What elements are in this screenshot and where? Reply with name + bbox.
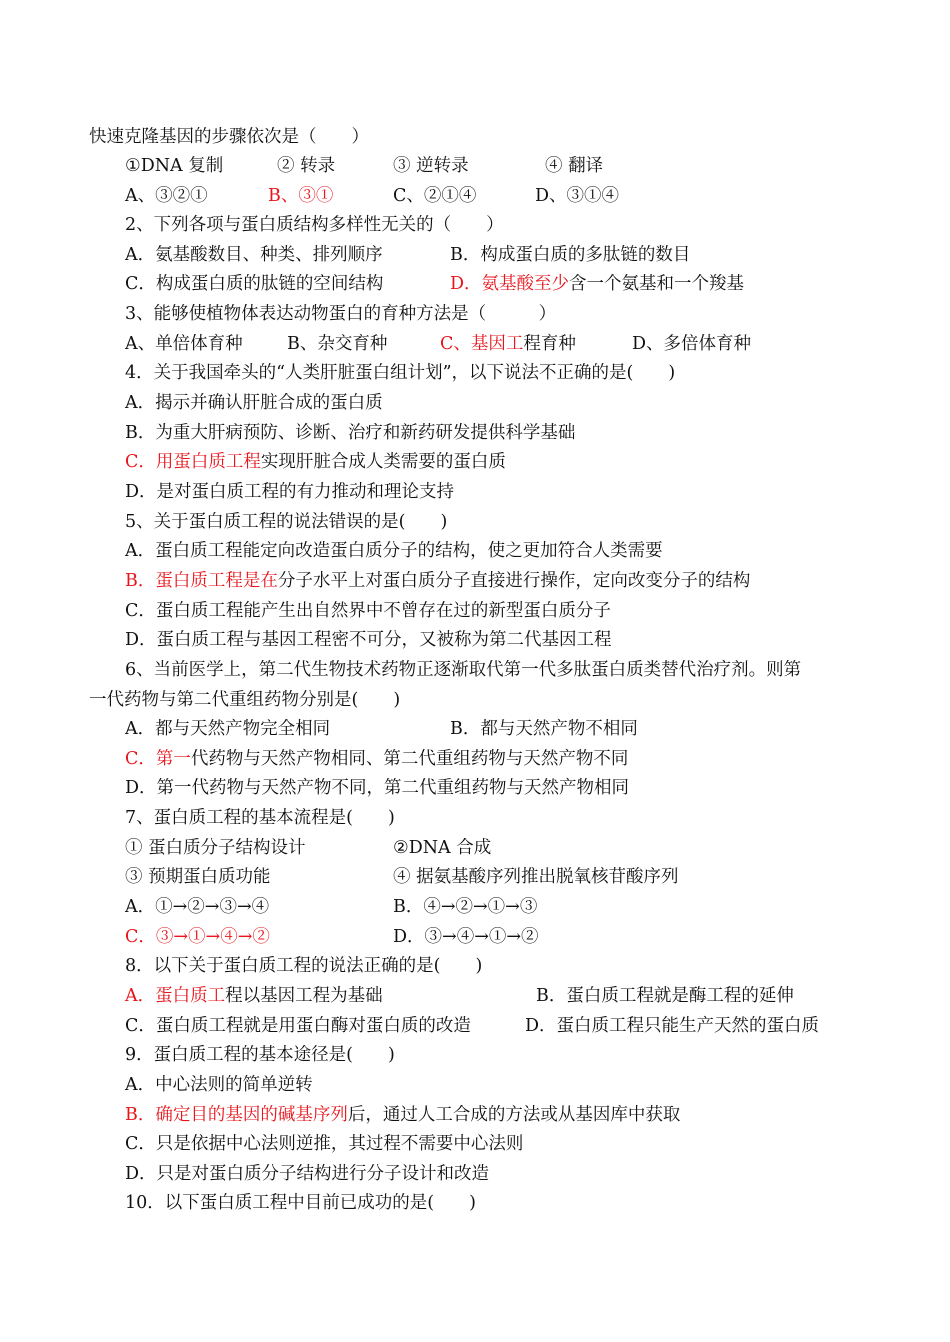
- q6-option-d: D．第一代药物与天然产物不同，第二代重组药物与天然产物相同: [125, 778, 630, 798]
- q1-option-d: D、③①④: [535, 186, 620, 206]
- q1-option-c: C、②①④: [393, 186, 477, 206]
- q1-stem: 快速克隆基因的步骤依次是（ ）: [89, 127, 369, 147]
- q2-option-a: A．氨基酸数目、种类、排列顺序: [125, 245, 383, 265]
- q7-option-d: D．③→④→①→②: [393, 927, 539, 947]
- q2-option-c: C．构成蛋白质的肽链的空间结构: [125, 274, 384, 294]
- q8-ab-row: [125, 985, 845, 1007]
- q4-stem: 4．关于我国牵头的“人类肝脏蛋白组计划”，以下说法不正确的是( ): [125, 363, 676, 383]
- q3-option-c: [440, 333, 576, 355]
- q4-option-b: B．为重大肝病预防、诊断、治疗和新药研发提供科学基础: [125, 423, 576, 443]
- q1-option-a: A、③②①: [125, 186, 208, 206]
- q7-item-1: ① 蛋白质分子结构设计: [125, 838, 306, 858]
- q9-stem: 9．蛋白质工程的基本途径是( ): [125, 1045, 395, 1065]
- q3-option-c-rest: 程育种: [523, 334, 576, 354]
- q6-option-c: [125, 748, 628, 770]
- q7-items-row-2: [125, 866, 825, 888]
- q5-option-b-rest: 分子水平上对蛋白质分子直接进行操作，定向改变分子的结构: [277, 571, 751, 591]
- q1-item-3: ③ 逆转录: [393, 156, 469, 176]
- q6-option-a: A．都与天然产物完全相同: [125, 719, 331, 739]
- q7-ab-row: [125, 896, 825, 918]
- q8-option-a-rest: 程以基因工程为基础: [225, 986, 383, 1006]
- q6-option-c-rest: 代药物与天然产物相同、第二代重组药物与天然产物不同: [190, 749, 629, 769]
- q5-option-d: D．蛋白质工程与基因工程密不可分，又被称为第二代基因工程: [125, 630, 612, 650]
- q2-ab-row: [125, 244, 825, 266]
- q9-option-b-highlight: B．确定目的基因的碱基序列: [125, 1105, 348, 1125]
- q4-option-c: [125, 451, 506, 473]
- q8-cd-row: [125, 1015, 845, 1037]
- q5-stem: 5、关于蛋白质工程的说法错误的是( ): [125, 512, 448, 532]
- q6-stem-line-1: 6、当前医学上，第二代生物技术药物正逐渐取代第一代多肽蛋白质类替代治疗剂。则第: [125, 660, 802, 680]
- q10-stem: 10．以下蛋白质工程中目前已成功的是( ): [125, 1193, 476, 1213]
- q5-option-a: A．蛋白质工程能定向改造蛋白质分子的结构，使之更加符合人类需要: [125, 541, 663, 561]
- q7-option-c-answer: C．③→①→④→②: [125, 927, 270, 947]
- q5-option-b: [125, 570, 750, 592]
- q7-item-4: ④ 据氨基酸序列推出脱氧核苷酸序列: [393, 867, 679, 887]
- q6-option-c-highlight: C．第一: [125, 749, 191, 769]
- q7-stem: 7、蛋白质工程的基本流程是( ): [125, 808, 395, 828]
- q9-option-d: D．只是对蛋白质分子结构进行分子设计和改造: [125, 1164, 490, 1184]
- q5-option-b-highlight: B．蛋白质工程是在: [125, 571, 278, 591]
- q4-option-d: D．是对蛋白质工程的有力推动和理论支持: [125, 482, 455, 502]
- q1-item-1: ①DNA 复制: [125, 156, 224, 176]
- q8-option-a-highlight: A．蛋白质工: [125, 986, 226, 1006]
- q2-option-b: B．构成蛋白质的多肽链的数目: [450, 245, 691, 265]
- q1-option-b-answer: B、③①: [268, 186, 334, 206]
- q7-items-row-1: [125, 837, 825, 859]
- q3-stem: 3、能够使植物体表达动物蛋白的育种方法是（ ）: [125, 304, 557, 324]
- q5-option-c: C．蛋白质工程能产生出自然界中不曾存在过的新型蛋白质分子: [125, 601, 611, 621]
- q2-option-d-highlight: D．氨基酸至少: [450, 274, 570, 294]
- q6-ab-row: [125, 718, 825, 740]
- q7-option-b: B．④→②→①→③: [393, 897, 538, 917]
- q4-option-a: A．揭示并确认肝脏合成的蛋白质: [125, 393, 383, 413]
- q3-options-row: [125, 333, 825, 355]
- q2-option-d: [450, 273, 744, 295]
- q4-option-c-rest: 实现肝脏合成人类需要的蛋白质: [260, 452, 506, 472]
- q3-option-a: A、单倍体育种: [125, 334, 243, 354]
- q8-option-b: B．蛋白质工程就是酶工程的延伸: [536, 986, 794, 1006]
- q9-option-a: A．中心法则的简单逆转: [125, 1075, 313, 1095]
- q1-item-2: ② 转录: [277, 156, 336, 176]
- q3-option-d: D、多倍体育种: [632, 334, 752, 354]
- q6-stem-line-2: 一代药物与第二代重组药物分别是( ): [89, 690, 401, 710]
- q9-option-b-rest: 后，通过人工合成的方法或从基因库中获取: [347, 1105, 681, 1125]
- q9-option-c: C．只是依据中心法则逆推，其过程不需要中心法则: [125, 1134, 524, 1154]
- q8-option-a: [125, 985, 383, 1007]
- q7-item-2: ②DNA 合成: [393, 838, 492, 858]
- q8-option-d: D．蛋白质工程只能生产天然的蛋白质: [525, 1016, 820, 1036]
- q9-option-b: [125, 1104, 680, 1126]
- q8-option-c: C．蛋白质工程就是用蛋白酶对蛋白质的改造: [125, 1016, 471, 1036]
- q1-item-4: ④ 翻译: [545, 156, 604, 176]
- q7-cd-row: [125, 926, 825, 948]
- q7-option-a: A．①→②→③→④: [125, 897, 270, 917]
- q3-option-b: B、杂交育种: [287, 334, 388, 354]
- q1-items-row: [125, 155, 825, 177]
- q1-options-row: [125, 185, 825, 207]
- q2-stem: 2、下列各项与蛋白质结构多样性无关的（ ）: [125, 215, 504, 235]
- q8-stem: 8．以下关于蛋白质工程的说法正确的是( ): [125, 956, 483, 976]
- q2-cd-row: [125, 273, 825, 295]
- q2-option-d-rest: 含一个氨基和一个羧基: [569, 274, 745, 294]
- q7-item-3: ③ 预期蛋白质功能: [125, 867, 271, 887]
- q4-option-c-highlight: C．用蛋白质工程: [125, 452, 261, 472]
- q3-option-c-highlight: C、基因工: [440, 334, 524, 354]
- q6-option-b: B．都与天然产物不相同: [450, 719, 638, 739]
